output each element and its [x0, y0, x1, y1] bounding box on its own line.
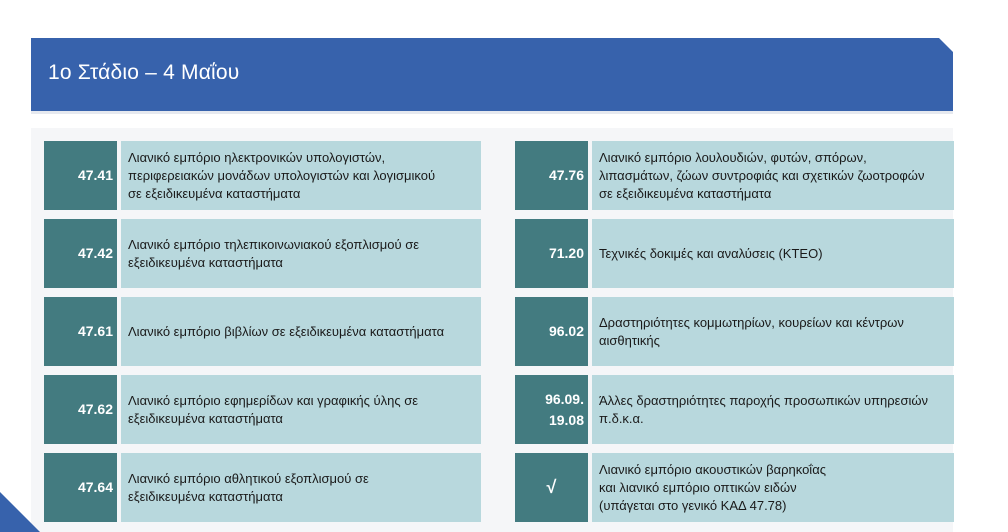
kad-description: Λιανικό εμπόριο λουλουδιών, φυτών, σπόρων, λιπασμάτων, ζώων συντροφιάς και σχετικών ζωοτροφών σε εξειδικευμένα καταστήματα — [592, 141, 954, 210]
kad-code: 47.61 — [44, 297, 117, 366]
kad-code: 47.41 — [44, 141, 117, 210]
kad-code: 47.42 — [44, 219, 117, 288]
kad-description: Λιανικό εμπόριο ακουστικών βαρηκοΐας και λιανικό εμπόριο οπτικών ειδών (υπάγεται στο γενικό ΚΑΔ 47.78) — [592, 453, 954, 522]
checkmark-icon: √ — [515, 453, 588, 522]
kad-code: 47.62 — [44, 375, 117, 444]
kad-description: Λιανικό εμπόριο αθλητικού εξοπλισμού σε εξειδικευμένα καταστήματα — [121, 453, 481, 522]
kad-description: Δραστηριότητες κομμωτηρίων, κουρείων και κέντρων αισθητικής — [592, 297, 954, 366]
kad-description: Τεχνικές δοκιμές και αναλύσεις (ΚΤΕΟ) — [592, 219, 954, 288]
kad-description: Λιανικό εμπόριο εφημερίδων και γραφικής ύλης σε εξειδικευμένα καταστήματα — [121, 375, 481, 444]
header-fold-corner — [939, 38, 953, 52]
slide-title: 1ο Στάδιο – 4 Μαΐου — [48, 61, 240, 84]
kad-description: Άλλες δραστηριότητες παροχής προσωπικών υπηρεσιών π.δ.κ.α. — [592, 375, 954, 444]
slide-header — [31, 38, 953, 111]
kad-code: 71.20 — [515, 219, 588, 288]
kad-code: 96.09. 19.08 — [515, 375, 588, 444]
kad-description: Λιανικό εμπόριο τηλεπικοινωνιακού εξοπλισμού σε εξειδικευμένα καταστήματα — [121, 219, 481, 288]
kad-description: Λιανικό εμπόριο ηλεκτρονικών υπολογιστών, περιφερειακών μονάδων υπολογιστών και λογισμικού σε εξειδικευμένα καταστήματα — [121, 141, 481, 210]
decorative-corner-triangle — [0, 492, 40, 532]
kad-description: Λιανικό εμπόριο βιβλίων σε εξειδικευμένα καταστήματα — [121, 297, 481, 366]
kad-code: 96.02 — [515, 297, 588, 366]
kad-code: 47.64 — [44, 453, 117, 522]
kad-code: 47.76 — [515, 141, 588, 210]
